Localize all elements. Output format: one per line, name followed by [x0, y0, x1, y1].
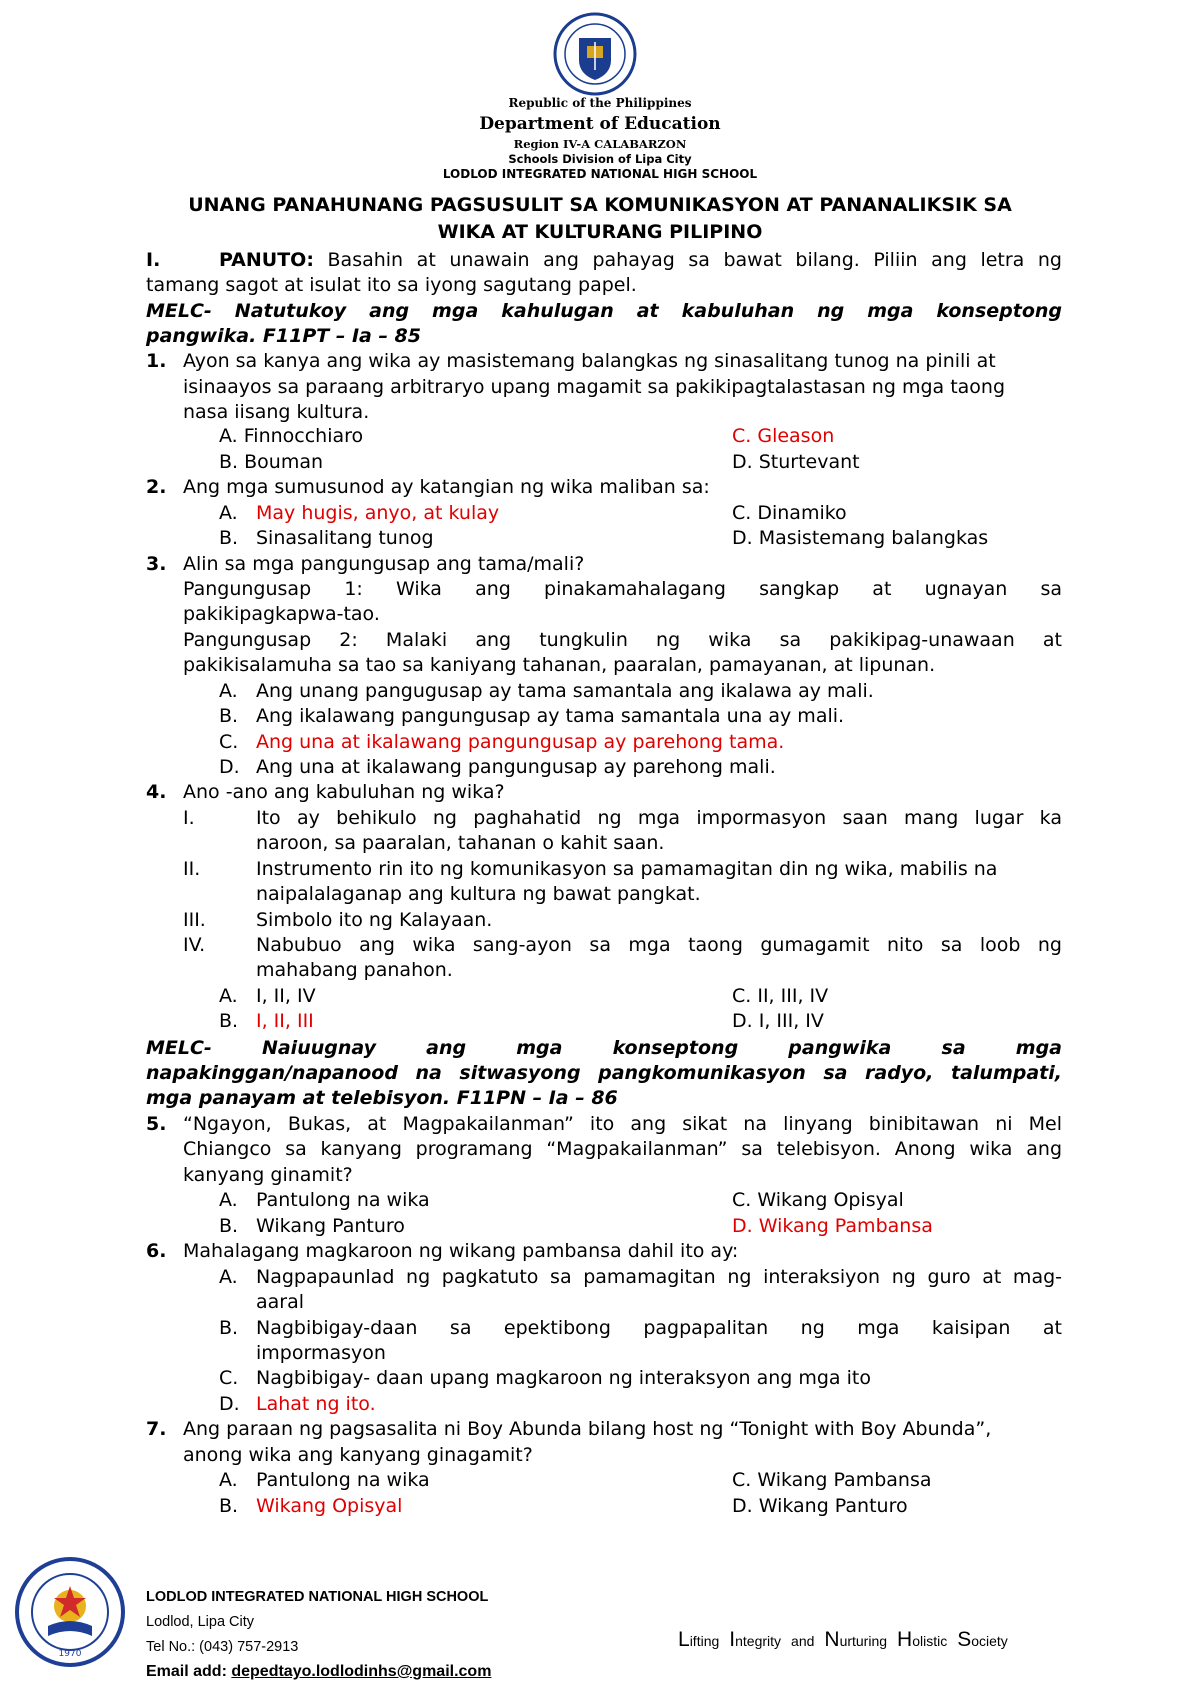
q4-item-iv-line2: mahabang panahon. [256, 959, 453, 981]
q4-item-ii-num: II. [183, 858, 201, 880]
q6-choice-a-line2: aaral [256, 1291, 305, 1313]
q3-line1: Alin sa mga pangungusap ang tama/mali? [183, 553, 585, 575]
q5-choice-a: Pantulong na wika [256, 1189, 430, 1211]
q5-number: 5. [146, 1113, 167, 1135]
q3-choice-c-letter: C. [219, 731, 239, 753]
footer-email-label: Email add: [146, 1663, 227, 1680]
q3-choice-d: Ang una at ikalawang pangungusap ay parehong mali. [256, 756, 776, 778]
footer-school-name: LODLOD INTEGRATED NATIONAL HIGH SCHOOL [146, 1589, 489, 1605]
q6-choice-c-letter: C. [219, 1367, 239, 1389]
q6-choice-a-line1: Nagpapaunlad ng pagkatuto sa pamamagitan ng interaksiyon ng guro at mag- [256, 1266, 1062, 1288]
motto-word [791, 1633, 814, 1649]
deped-seal [545, 12, 645, 96]
q6-choice-d-letter: D. [219, 1393, 240, 1415]
q6-choice-a-letter: A. [219, 1266, 238, 1288]
q5-line1: “Ngayon, Bukas, at Magpakailanman” ito ang sikat na linyang binibitawan ni Mel [183, 1113, 1062, 1135]
motto-rest: urturing [839, 1633, 888, 1649]
q7-choice-a: Pantulong na wika [256, 1469, 430, 1491]
school-seal [14, 1556, 126, 1668]
q4-choice-d: D. I, III, IV [732, 1010, 824, 1032]
q4-item-iii-num: III. [183, 909, 206, 931]
q2-choice-c: C. Dinamiko [732, 502, 847, 524]
republic-line: Republic of the Philippines [508, 96, 692, 110]
q1-line2: isinaayos sa paraang arbitraryo upang magamit sa pakikipagtalastasan ng mga taong [183, 376, 1006, 398]
q4-item-iv-line1: Nabubuo ang wika sang-ayon sa mga taong gumagamit nito sa loob ng [256, 934, 1062, 956]
instructions-line1 [219, 248, 1062, 273]
motto-word [729, 1628, 782, 1651]
melc1-line2: pangwika. F11PT – Ia – 85 [146, 325, 421, 347]
motto-word [897, 1628, 948, 1651]
instructions-label: PANUTO: [219, 249, 314, 271]
q2-choice-a-answer: May hugis, anyo, at kulay [256, 502, 500, 524]
exam-title [140, 192, 1060, 246]
q1-choice-a: A. Finnocchiaro [219, 425, 364, 447]
motto-word [824, 1628, 888, 1651]
exam-title-line1: UNANG PANAHUNANG PAGSUSULIT SA KOMUNIKASYON AT PANANALIKSIK SA [188, 194, 1012, 216]
department-line: Department of Education [479, 114, 721, 134]
q6-number: 6. [146, 1240, 167, 1262]
q2-choice-a-letter: A. [219, 502, 238, 524]
melc1-line1: MELC- Natutukoy ang mga kahulugan at kabuluhan ng mga konseptong [146, 300, 1062, 322]
q4-choice-a: I, II, IV [256, 985, 316, 1007]
q2-choice-b: Sinasalitang tunog [256, 527, 434, 549]
exam-title-line2: WIKA AT KULTURANG PILIPINO [437, 221, 763, 243]
motto-word [957, 1628, 1008, 1651]
footer-motto [678, 1630, 1018, 1651]
q1-line1: Ayon sa kanya ang wika ay masistemang balangkas ng sinasalitang tunog na pinili at [183, 350, 996, 372]
q5-choice-b: Wikang Panturo [256, 1215, 405, 1237]
q3-choice-a: Ang unang pangugusap ay tama samantala ang ikalawa ay mali. [256, 680, 874, 702]
melc2-line2: napakinggan/napanood na sitwasyong pangkomunikasyon sa radyo, talumpati, [146, 1062, 1062, 1084]
q4-item-i-num: I. [183, 807, 195, 829]
q4-number: 4. [146, 781, 167, 803]
q6-choice-b-letter: B. [219, 1317, 239, 1339]
instructions-line2: tamang sagot at isulat ito sa iyong sagutang papel. [146, 274, 637, 296]
motto-rest: ntegrity [735, 1633, 782, 1649]
q5-choice-c: C. Wikang Opisyal [732, 1189, 904, 1211]
q7-choice-b-letter: B. [219, 1495, 239, 1517]
motto-initial: I [729, 1628, 736, 1651]
motto-initial: H [897, 1628, 913, 1651]
motto-initial: S [957, 1628, 972, 1651]
q4-item-iv-num: IV. [183, 934, 206, 956]
q5-choice-d-answer: D. Wikang Pambansa [732, 1215, 933, 1237]
q3-sentence1-line2: pakikipagkapwa-tao. [183, 603, 380, 625]
footer-telephone: Tel No.: (043) 757-2913 [146, 1639, 299, 1655]
q6-choice-d-answer: Lahat ng ito. [256, 1393, 376, 1415]
q4-choice-b-answer: I, II, III [256, 1010, 314, 1032]
q2-number: 2. [146, 476, 167, 498]
motto-rest: and [791, 1633, 815, 1649]
q4-item-ii-line2: naipalalaganap ang kultura ng bawat pangkat. [256, 883, 701, 905]
q3-sentence2-line1: Pangungusap 2: Malaki ang tungkulin ng wika sa pakikipag-unawaan at [183, 629, 1062, 651]
division-line: Schools Division of Lipa City [508, 152, 692, 166]
q7-choice-a-letter: A. [219, 1469, 238, 1491]
q5-choice-b-letter: B. [219, 1215, 239, 1237]
q6-choice-c: Nagbibigay- daan upang magkaroon ng interaksyon ang mga ito [256, 1367, 871, 1389]
q4-choice-c: C. II, III, IV [732, 985, 829, 1007]
footer-address: Lodlod, Lipa City [146, 1614, 255, 1630]
q7-choice-c: C. Wikang Pambansa [732, 1469, 932, 1491]
q2-line1: Ang mga sumusunod ay katangian ng wika maliban sa: [183, 476, 710, 498]
q2-choice-b-letter: B. [219, 527, 239, 549]
q4-item-iii-line1: Simbolo ito ng Kalayaan. [256, 909, 493, 931]
footer-email-link[interactable]: depedtayo.lodlodinhs@gmail.com [231, 1663, 492, 1680]
q7-line2: anong wika ang kanyang ginagamit? [183, 1444, 533, 1466]
q6-line1: Mahalagang magkaroon ng wikang pambansa dahil ito ay: [183, 1240, 739, 1262]
footer-email-line [146, 1662, 491, 1682]
school-line: LODLOD INTEGRATED NATIONAL HIGH SCHOOL [442, 167, 758, 181]
q4-item-i-line2: naroon, sa paaralan, tahanan o kahit saan. [256, 832, 665, 854]
motto-rest: olistic [912, 1633, 948, 1649]
q3-choice-c-answer: Ang una at ikalawang pangungusap ay parehong tama. [256, 731, 785, 753]
q6-choice-b-line2: impormasyon [256, 1342, 386, 1364]
region-line: Region IV-A CALABARZON [513, 137, 687, 151]
q3-choice-a-letter: A. [219, 680, 238, 702]
q3-sentence1-line1: Pangungusap 1: Wika ang pinakamahalagang sangkap at ugnayan sa [183, 578, 1062, 600]
q1-choice-d: D. Sturtevant [732, 451, 860, 473]
q3-choice-b-letter: B. [219, 705, 239, 727]
q7-number: 7. [146, 1418, 167, 1440]
motto-initial: N [824, 1628, 840, 1651]
motto-rest: ifting [689, 1633, 720, 1649]
instructions-text: Basahin at unawain ang pahayag sa bawat bilang. Piliin ang letra ng [327, 249, 1062, 271]
q4-item-i-line1: Ito ay behikulo ng paghahatid ng mga impormasyon saan mang lugar ka [256, 807, 1062, 829]
q5-line2: Chiangco sa kanyang programang “Magpakailanman” sa telebisyon. Anong wika ang [183, 1138, 1062, 1160]
q4-item-ii-line1: Instrumento rin ito ng komunikasyon sa pamamagitan din ng wika, mabilis na [256, 858, 998, 880]
q5-choice-a-letter: A. [219, 1189, 238, 1211]
q1-line3: nasa iisang kultura. [183, 401, 370, 423]
q4-line1: Ano -ano ang kabuluhan ng wika? [183, 781, 505, 803]
q2-choice-d: D. Masistemang balangkas [732, 527, 989, 549]
school-seal-year: 1970 [58, 1649, 82, 1659]
q1-choice-c-answer: C. Gleason [732, 425, 835, 447]
motto-word [678, 1628, 720, 1651]
q7-choice-d: D. Wikang Panturo [732, 1495, 908, 1517]
q3-number: 3. [146, 553, 167, 575]
q3-choice-d-letter: D. [219, 756, 240, 778]
q6-choice-b-line1: Nagbibigay-daan sa epektibong pagpapalitan ng mga kaisipan at [256, 1317, 1062, 1339]
motto-rest: ociety [971, 1633, 1008, 1649]
q7-line1: Ang paraan ng pagsasalita ni Boy Abunda bilang host ng “Tonight with Boy Abunda”, [183, 1418, 992, 1440]
q1-number: 1. [146, 350, 167, 372]
q4-choice-b-letter: B. [219, 1010, 239, 1032]
melc2-line3: mga panayam at telebisyon. F11PN – Ia – 86 [146, 1087, 618, 1109]
q3-choice-b: Ang ikalawang pangungusap ay tama samantala una ay mali. [256, 705, 845, 727]
melc2-line1: MELC- Naiuugnay ang mga konseptong pangwika sa mga [146, 1037, 1062, 1059]
q1-choice-b: B. Bouman [219, 451, 324, 473]
instructions-number: I. [146, 249, 161, 271]
q3-sentence2-line2: pakikisalamuha sa tao sa kaniyang tahanan, paaralan, pamayanan, at lipunan. [183, 654, 936, 676]
q7-choice-b-answer: Wikang Opisyal [256, 1495, 403, 1517]
motto-initial: L [678, 1628, 690, 1651]
q5-line3: kanyang ginamit? [183, 1164, 353, 1186]
q4-choice-a-letter: A. [219, 985, 238, 1007]
